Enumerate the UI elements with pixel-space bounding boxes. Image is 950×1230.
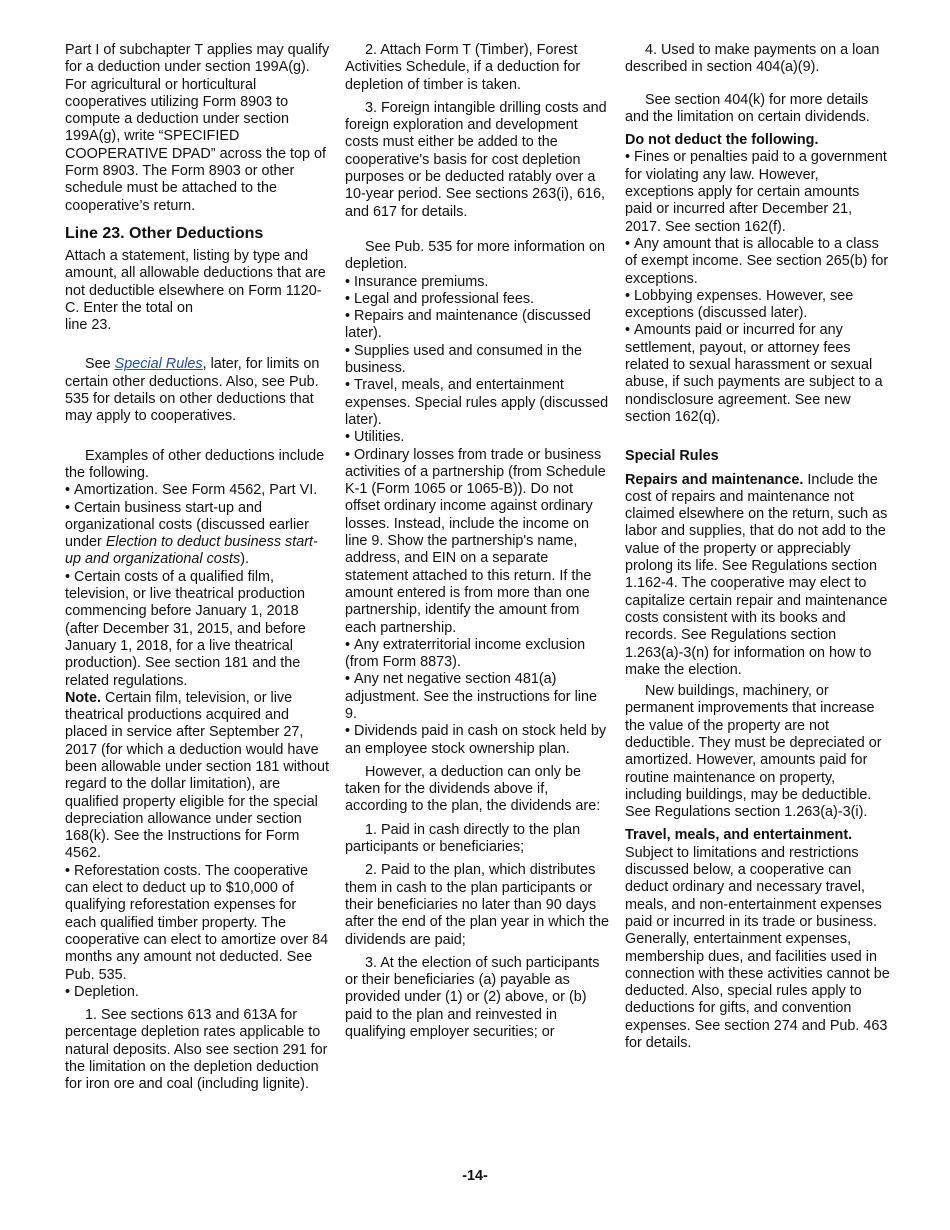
depletion-item-1: 1. See sections 613 and 613A for percentage depletion rates applicable to natural deposits. Also see section 291 for the limitation on the depletion deduction for iron ore and coal (including lignite). — [65, 1007, 328, 1093]
attach-statement-text: Attach a statement, listing by type and amount, all allowable deductions that are not deductible elsewhere on Form 1120-C. Enter the total on — [65, 247, 326, 316]
bullet-legal-fees: • Legal and professional fees. — [345, 291, 610, 308]
see-404k: See section 404(k) for more details and the limitation on certain dividends. — [625, 91, 870, 125]
dividend-item-3: 3. At the election of such participants or their beneficiaries (a) payable as provided under (1) or (2) above, or (b) paid to the plan and reinvested in qualifying employer securities; or — [345, 954, 600, 1041]
bullet-startup-costs — [65, 500, 330, 569]
dividend-item-1: 1. Paid in cash directly to the plan participants or beneficiaries; — [345, 821, 581, 856]
bullet-481a: • Any net negative section 481(a) adjustment. See the instructions for line 9. — [345, 671, 610, 723]
bullet-repairs: • Repairs and maintenance (discussed later). — [345, 308, 610, 343]
column-2 — [345, 42, 610, 1041]
column-3 — [625, 42, 890, 1052]
depletion-item-2: 2. Attach Form T (Timber), Forest Activities Schedule, if a deduction for depletion of timber is taken. — [345, 42, 581, 93]
see-prefix: See — [85, 356, 115, 373]
however-paragraph: However, a deduction can only be taken for the dividends above if, according to the plan, the dividends are: — [345, 763, 601, 815]
see-special-rules-paragraph — [65, 356, 330, 425]
travel-paragraph — [625, 827, 890, 1052]
repairs-label: Repairs and maintenance. — [625, 471, 804, 488]
bullet-settlement: • Amounts paid or incurred for any settlement, payout, or attorney fees related to sexual harassment or sexual abuse, if such payments are subject to a nondisclosure agreement. See new section 162(q). — [625, 322, 890, 426]
special-rules-heading: Special Rules — [625, 448, 719, 465]
do-not-deduct-heading: Do not deduct the following. — [625, 132, 819, 149]
bullet-film-costs: • Certain costs of a qualified film, television, or live theatrical production commencing before January 1, 2018 (after December 31, 2015, and before January 1, 2018, for a live theatrical production). See section 181 and the related regulations. — [65, 569, 330, 690]
page-number: -14- — [462, 1168, 488, 1184]
note-paragraph — [65, 690, 330, 863]
startup-end: ). — [240, 551, 250, 568]
line-23-heading: Line 23. Other Deductions — [65, 224, 264, 242]
bullet-insurance: • Insurance premiums. — [345, 274, 610, 291]
see-suffix: , later, for limits on certain other deductions. Also, see Pub. 535 for details on other deductions that may apply to cooperatives. — [65, 356, 320, 425]
new-buildings-paragraph: New buildings, machinery, or permanent improvements that increase the value of the property are not deductible. They must be depreciated or amortized. However, amounts paid for routine maintenance on property, including buildings, may be deductible. See Regulations section 1.263(a)-3(i). — [625, 683, 882, 821]
bullet-reforestation: • Reforestation costs. The cooperative can elect to deduct up to $10,000 of qualifying reforestation expenses for each qualified timber property. The cooperative can elect to amortize over 84 months any amount not deducted. See Pub. 535. — [65, 863, 330, 984]
bullet-lobbying: • Lobbying expenses. However, see exceptions (discussed later). — [625, 288, 890, 323]
bullet-supplies: • Supplies used and consumed in the business. — [345, 343, 610, 378]
special-rules-link[interactable]: Special Rules — [114, 356, 203, 373]
column-1 — [65, 42, 330, 1094]
bullet-ordinary-losses: • Ordinary losses from trade or business activities of a partnership (from Schedule K-1 (Form 1065 or 1065-B)). Do not offset ordinary income against ordinary losses. Instead, include the income on line 9. Show the partnership's name, address, and EIN on a separate statement attached to this return. If the amount entered is from more than one partnership, identify the amount from each partnership. — [345, 447, 610, 637]
bullet-depletion: • Depletion. — [65, 984, 330, 1001]
dividend-item-4: 4. Used to make payments on a loan described in section 404(a)(9). — [625, 42, 880, 76]
bullet-utilities: • Utilities. — [345, 429, 610, 446]
bullet-extraterritorial: • Any extraterritorial income exclusion (from Form 8873). — [345, 637, 610, 672]
bullet-exempt-income: • Any amount that is allocable to a class of exempt income. See section 265(b) for exceptions. — [625, 236, 890, 288]
see-pub-535: See Pub. 535 for more information on depletion. — [345, 238, 605, 273]
startup-italic-ref: Election to deduct business start-up and organizational costs — [65, 534, 318, 568]
depletion-item-3: 3. Foreign intangible drilling costs and foreign exploration and development costs must either be added to the cooperative's basis for cost depletion purposes or be deducted ratably over a 10-year period. See sections 263(i), 616, and 617 for details. — [345, 99, 607, 220]
travel-text: Subject to limitations and restrictions discussed below, a cooperative can deduct ordinary and necessary travel, meals, and non-entertainment expenses paid or incurred in its trade or business. Generally, entertainment expenses, membership dues, and facilities used in connection with these activities cannot be deducted. Also, special rules apply to deductions for gifts, and convention expenses. See section 274 and Pub. 463 for details. — [625, 844, 890, 1052]
startup-text: Certain business start-up and organizational costs (discussed earlier under — [65, 499, 309, 551]
bullet-dividends: • Dividends paid in cash on stock held by an employee stock ownership plan. — [345, 723, 610, 758]
bullet-travel: • Travel, meals, and entertainment expenses. Special rules apply (discussed later). — [345, 377, 610, 429]
attach-statement-paragraph — [65, 248, 330, 334]
bullet-fines: • Fines or penalties paid to a government for violating any law. However, exceptions apply for certain amounts paid or incurred after December 21, 2017. See section 162(f). — [625, 149, 890, 235]
bullet-amortization: • Amortization. See Form 4562, Part VI. — [65, 482, 330, 499]
intro-paragraph: Part I of subchapter T applies may qualify for a deduction under section 199A(g). For agricultural or horticultural cooperatives utilizing Form 8903 to compute a deduction under section 199A(g), write “SPECIFIED COOPERATIVE DPAD” across the top of Form 8903. The Form 8903 or other schedule must be attached to the cooperative’s return. — [65, 42, 330, 214]
note-label: Note. — [65, 689, 101, 706]
note-text: Certain film, television, or live theatrical productions acquired and placed in service after September 27, 2017 (for which a deduction would have been allowable under section 181 without regard to the dollar limitation), are qualified property eligible for the special depreciation allowance under section 168(k). See the Instructions for Form 4562. — [65, 689, 330, 862]
dividend-item-2: 2. Paid to the plan, which distributes them in cash to the plan participants or their beneficiaries no later than 90 days after the end of the plan year in which the dividends are paid; — [345, 862, 609, 948]
examples-intro: Examples of other deductions include the following. — [65, 447, 325, 481]
attach-statement-end: line 23. — [65, 317, 112, 334]
repairs-paragraph — [625, 472, 890, 680]
repairs-text: Include the cost of repairs and maintenance not claimed elsewhere on the return, such as labor and supplies, that do not add to the value of the property or appreciably prolong its life. See Regulations section 1.162-4. The cooperative may elect to capitalize certain repair and maintenance costs consistent with its books and records. See Regulations section 1.263(a)-3(n) for information on how to make the election. — [625, 471, 888, 678]
travel-label: Travel, meals, and entertainment. — [625, 827, 853, 844]
